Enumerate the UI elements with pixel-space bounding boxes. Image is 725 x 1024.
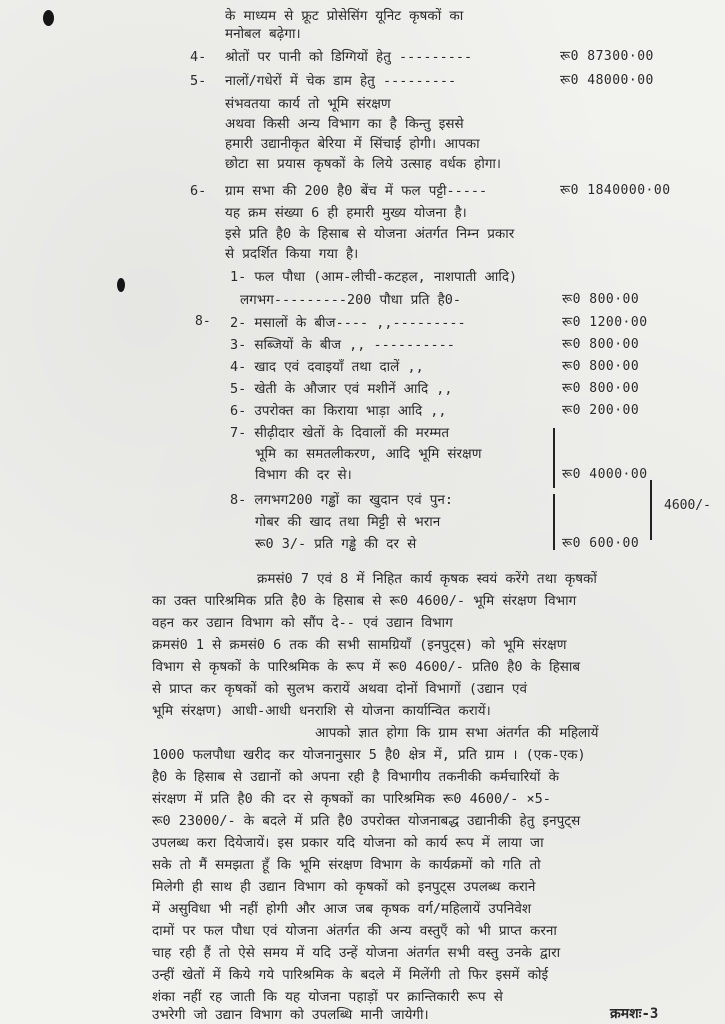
item-amount: रू0 87300·00 <box>560 49 654 64</box>
sub-item-label: भूमि का समतलीकरण, आदि भूमि संरक्षण <box>255 446 482 462</box>
paragraph-line: उपलब्ध करा दियेजायें। इस प्रकार यदि योजना को कार्य रूप में लाया जा <box>152 835 544 851</box>
margin-mark: 8- <box>195 314 211 329</box>
sub-item-amount: रू0 800·00 <box>562 337 640 352</box>
item-number: 4- <box>190 49 207 65</box>
paragraph-line: भूमि संरक्षण) आधी-आधी धनराशि से योजना कार्यान्वित करायें। <box>152 703 491 719</box>
sub-item-amount: रू0 4000·00 <box>562 467 648 482</box>
intro-line: मनोबल बढ़ेगा। <box>225 26 301 42</box>
item6-desc: से प्रदर्शित किया गया है। <box>225 246 359 262</box>
sub-item-label: 7- सीढ़ीदार खेतों के दिवालों की मरम्मत <box>230 425 450 441</box>
sub-item-label: विभाग की दर से। <box>255 467 352 483</box>
paragraph-line: उभरेगी जो उद्यान विभाग को उपलब्धि मानी जायेगी। <box>152 1007 429 1023</box>
sub-item-amount: रू0 600·00 <box>562 536 640 551</box>
paragraph-line: क्रमसं0 7 एवं 8 में निहित कार्य कृषक स्वयं करेंगे तथा कृषकों <box>257 571 597 587</box>
note-line: हमारी उद्यानीकृत बेरिया में सिंचाई होगी। आपका <box>225 136 480 152</box>
sub-item-amount: रू0 800·00 <box>562 381 640 396</box>
ink-blot <box>43 10 54 26</box>
paragraph-line: से प्राप्त कर कृषकों को सुलभ करायें अथवा दोनों विभागों (उद्यान एवं <box>152 681 528 697</box>
sub-item-amount: रू0 800·00 <box>562 359 640 374</box>
paragraph-line: आपको ज्ञात होगा कि ग्राम सभा अंतर्गत की महिलायें <box>315 725 599 741</box>
paragraph-line: उन्हीं खेतों में किये गये पारिश्रमिक के बदले में मिलेंगी तो फिर इसमें कोई <box>152 967 549 983</box>
paragraph-line: है0 के हिसाब से उद्यानों को अपना रही है विभागीय तकनीकी कर्मचारियों के <box>152 769 559 785</box>
item-text: ग्राम सभा की 200 है0 बेंच में फल पट्टी----- <box>225 183 488 199</box>
sub-item-label: 3- सब्जियों के बीज ,, ---------- <box>230 337 455 353</box>
item-text: नालों/गधेरों में चेक डाम हेतु --------- <box>225 73 457 89</box>
sub-item-label: 1- फल पौधा (आम-लीची-कटहल, नाशपाती आदि) <box>230 269 518 285</box>
bracket-line <box>553 428 555 488</box>
intro-line: के माध्यम से फ्रूट प्रोसेसिंग यूनिट कृषकों का <box>225 8 464 24</box>
note-line: छोटा सा प्रयास कृषकों के लिये उत्साह वर्धक होगा। <box>225 156 502 172</box>
note-line: संभवतया कार्य तो भूमि संरक्षण <box>225 96 391 112</box>
ink-blot <box>117 278 125 292</box>
paragraph-line: रू0 23000/- के बदले में प्रति है0 उपरोक्त योजनाबद्ध उद्यानीकी हेतु इनपुट्स <box>152 813 581 829</box>
page-continuation: क्रमशः-3 <box>610 1006 659 1022</box>
paragraph-line: वहन कर उद्यान विभाग को सौंप दे-- एवं उद्यान विभाग <box>152 615 453 631</box>
item6-desc: यह क्रम संख्या 6 ही हमारी मुख्य योजना है। <box>225 205 467 221</box>
sub-item-label: 6- उपरोक्त का किराया भाड़ा आदि ,, <box>230 403 447 419</box>
sub-item-label: 4- खाद एवं दवाइयाँ तथा दालें ,, <box>230 359 424 375</box>
item-amount: रू0 1840000·00 <box>560 183 671 198</box>
paragraph-line: क्रमसं0 1 से क्रमसं0 6 तक की सभी सामग्रियाँ (इनपुट्स) को भूमि संरक्षण <box>152 637 567 653</box>
paragraph-line: दामों पर फल पौधा एवं योजना अंतर्गत की अन्य वस्तुएँ को भी प्राप्त करना <box>152 923 557 939</box>
total-amount: 4600/- <box>664 498 711 513</box>
paragraph-line: सके तो मैं समझता हूँ कि भूमि संरक्षण विभाग के कार्यक्रमों को गति तो <box>152 857 541 873</box>
paragraph-line: विभाग से कृषकों के पारिश्रमिक के रूप में रू0 4600/- प्रति0 है0 के हिसाब <box>152 659 581 675</box>
sub-item-amount: रू0 800·00 <box>562 292 640 307</box>
paragraph-line: मिलेगी ही साथ ही उद्यान विभाग को कृषकों को इनपुट्स उपलब्ध कराने <box>152 879 536 895</box>
sub-item-label: लगभग---------200 पौधा प्रति है0- <box>240 292 462 308</box>
sub-item-amount: रू0 200·00 <box>562 403 640 418</box>
item-number: 6- <box>190 183 207 199</box>
paragraph-line: शंका नहीं रह जाती कि यह योजना पहाड़ों पर क्रान्तिकारी रूप से <box>152 989 503 1005</box>
paragraph-line: का उक्त पारिश्रमिक प्रति है0 के हिसाब से रू0 4600/- भूमि संरक्षण विभाग <box>152 593 577 609</box>
sub-item-amount: रू0 1200·00 <box>562 315 648 330</box>
item6-desc: इसे प्रति है0 के हिसाब से योजना अंतर्गत निम्न प्रकार <box>225 226 515 242</box>
sub-item-label: 5- खेती के औजार एवं मशीनें आदि ,, <box>230 381 453 397</box>
paragraph-line: संरक्षण में प्रति है0 की दर से कृषकों का पारिश्रमिक रू0 4600/- ×5- <box>152 791 551 807</box>
sub-item-label: रू0 3/- प्रति गड्ढे की दर से <box>255 536 417 552</box>
item-number: 5- <box>190 73 207 89</box>
bracket-line <box>650 480 652 540</box>
sub-item-label: 2- मसालों के बीज---- ,,--------- <box>230 315 466 331</box>
note-line: अथवा किसी अन्य विभाग का है किन्तु इससे <box>225 116 464 132</box>
paragraph-line: चाह रही हैं तो ऐसे समय में यदि उन्हें योजना अंतर्गत सभी वस्तु उनके द्वारा <box>152 945 561 961</box>
sub-item-label: 8- लगभग200 गड्ढों का खुदान एवं पुन: <box>230 492 453 508</box>
sub-item-label: गोबर की खाद तथा मिट्टी से भरान <box>255 514 441 530</box>
bracket-line <box>553 494 555 550</box>
paragraph-line: में असुविधा भी नहीं होगी और आज जब कृषक वर्ग/महिलायें उपनिवेश <box>152 901 532 917</box>
item-text: श्रोतों पर पानी को डिग्गियों हेतु --------- <box>225 49 473 65</box>
paragraph-line: 1000 फलपौधा खरीद कर योजनानुसार 5 है0 क्षेत्र में, प्रति ग्राम । (एक-एक) <box>152 747 586 763</box>
item-amount: रू0 48000·00 <box>560 73 654 88</box>
